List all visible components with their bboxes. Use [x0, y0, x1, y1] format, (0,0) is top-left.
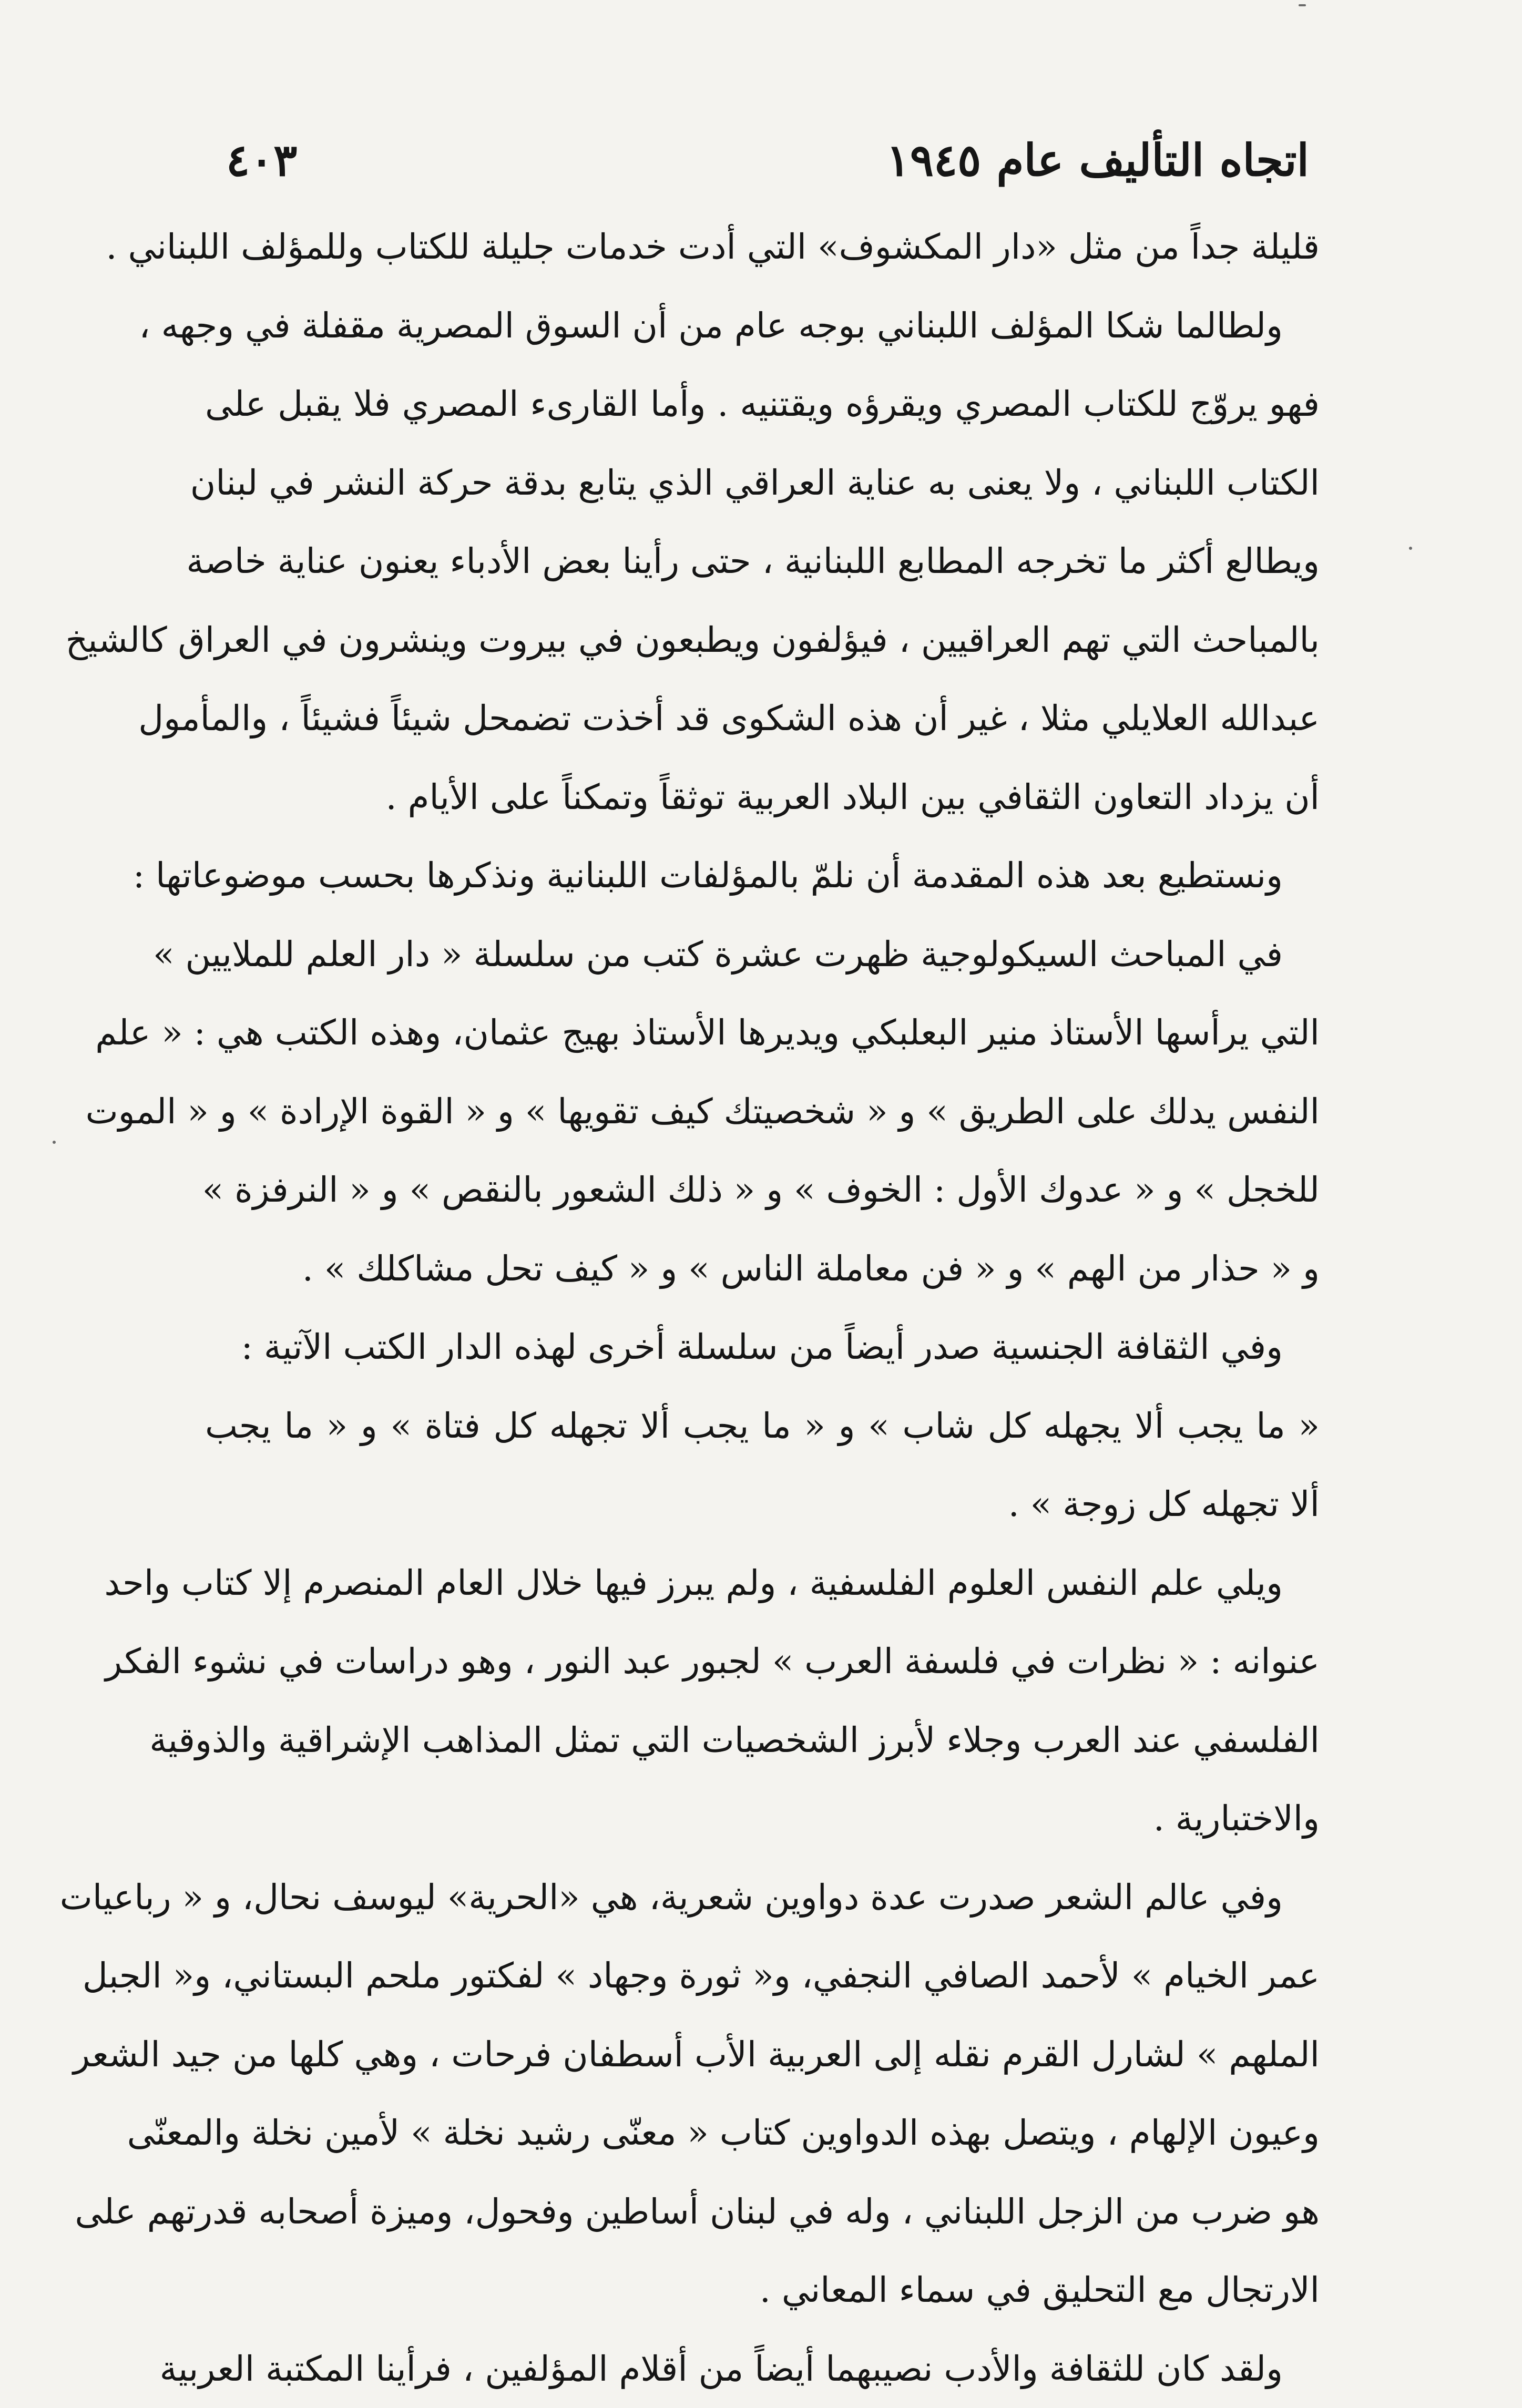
text-line: الكتاب اللبناني ، ولا يعنى به عناية العراقي الذي يتابع بدقة حركة النشر في لبنان [205, 444, 1320, 522]
running-header [226, 124, 1309, 197]
paragraph-first-line: ولطالما شكا المؤلف اللبناني بوجه عام من أن السوق المصرية مقفلة في وجهه ، [205, 286, 1320, 365]
text-line: فهو يروّج للكتاب المصري ويقرؤه ويقتنيه . وأما القارىء المصري فلا يقبل على [205, 365, 1320, 444]
paragraph-first-line: ويلي علم النفس العلوم الفلسفية ، ولم يبرز فيها خلال العام المنصرم إلا كتاب واحد [205, 1544, 1320, 1623]
text-line: عمر الخيام » لأحمد الصافي النجفي، و« ثورة وجهاد » لفكتور ملحم البستاني، و« الجبل [205, 1936, 1320, 2015]
text-line: للخجل » و « عدوك الأول : الخوف » و « ذلك الشعور بالنقص » و « النرفزة » [205, 1151, 1320, 1229]
paper-speck [1409, 547, 1412, 550]
text-line: والاختبارية . [205, 1779, 1320, 1858]
paper-speck [1299, 4, 1306, 6]
paragraph-first-line: ولقد كان للثقافة والأدب نصيبهما أيضاً من أقلام المؤلفين ، فرأينا المكتبة العربية [205, 2330, 1320, 2408]
text-line: « ما يجب ألا يجهله كل شاب » و « ما يجب ألا تجهله كل فتاة » و « ما يجب [205, 1387, 1320, 1466]
text-line: عبدالله العلايلي مثلا ، غير أن هذه الشكوى قد أخذت تضمحل شيئاً فشيئاً ، والمأمول [205, 679, 1320, 758]
text-line: أن يزداد التعاون الثقافي بين البلاد العربية توثقاً وتمكناً على الأيام . [205, 758, 1320, 837]
text-line: الملهم » لشارل القرم نقله إلى العربية الأب أسطفان فرحات ، وهي كلها من جيد الشعر [205, 2015, 1320, 2094]
text-line: التي يرأسها الأستاذ منير البعلبكي ويديرها الأستاذ بهيج عثمان، وهذه الكتب هي : « علم [205, 993, 1320, 1072]
text-line: الفلسفي عند العرب وجلاء لأبرز الشخصيات التي تمثل المذاهب الإشراقية والذوقية [205, 1701, 1320, 1780]
text-line: الارتجال مع التحليق في سماء المعاني . [205, 2251, 1320, 2330]
text-line: عنوانه : « نظرات في فلسفة العرب » لجبور عبد النور ، وهو دراسات في نشوء الفكر [205, 1622, 1320, 1701]
text-line: بالمباحث التي تهم العراقيين ، فيؤلفون ويطبعون في بيروت وينشرون في العراق كالشيخ [205, 601, 1320, 680]
text-line: وعيون الإلهام ، ويتصل بهذه الدواوين كتاب « معنّى رشيد نخلة » لأمين نخلة والمعنّى [205, 2094, 1320, 2173]
paragraph-first-line: في المباحث السيكولوجية ظهرت عشرة كتب من سلسلة « دار العلم للملايين » [205, 915, 1320, 994]
text-line: ويطالع أكثر ما تخرجه المطابع اللبنانية ، حتى رأينا بعض الأدباء يعنون عناية خاصة [205, 522, 1320, 601]
text-line: و « حذار من الهم » و « فن معاملة الناس » و « كيف تحل مشاكلك » . [205, 1229, 1320, 1308]
text-line: ألا تجهله كل زوجة » . [205, 1465, 1320, 1544]
text-line: قليلة جداً من مثل «دار المكشوف» التي أدت خدمات جليلة للكتاب وللمؤلف اللبناني . [205, 208, 1320, 286]
paper-speck [53, 1141, 56, 1144]
running-title: اتجاه التأليف عام ١٩٤٥ [886, 134, 1309, 187]
page-number: ٤٠٣ [226, 134, 297, 187]
text-line: هو ضرب من الزجل اللبناني ، وله في لبنان أساطين وفحول، وميزة أصحابه قدرتهم على [205, 2173, 1320, 2251]
text-line: النفس يدلك على الطريق » و « شخصيتك كيف تقويها » و « القوة الإرادة » و « الموت [205, 1072, 1320, 1151]
body-text [205, 208, 1320, 2408]
paragraph-first-line: ونستطيع بعد هذه المقدمة أن نلمّ بالمؤلفات اللبنانية ونذكرها بحسب موضوعاتها : [205, 836, 1320, 915]
paragraph-first-line: وفي الثقافة الجنسية صدر أيضاً من سلسلة أخرى لهذه الدار الكتب الآتية : [205, 1308, 1320, 1387]
paragraph-first-line: وفي عالم الشعر صدرت عدة دواوين شعرية، هي «الحرية» ليوسف نحال، و « رباعيات [205, 1858, 1320, 1937]
